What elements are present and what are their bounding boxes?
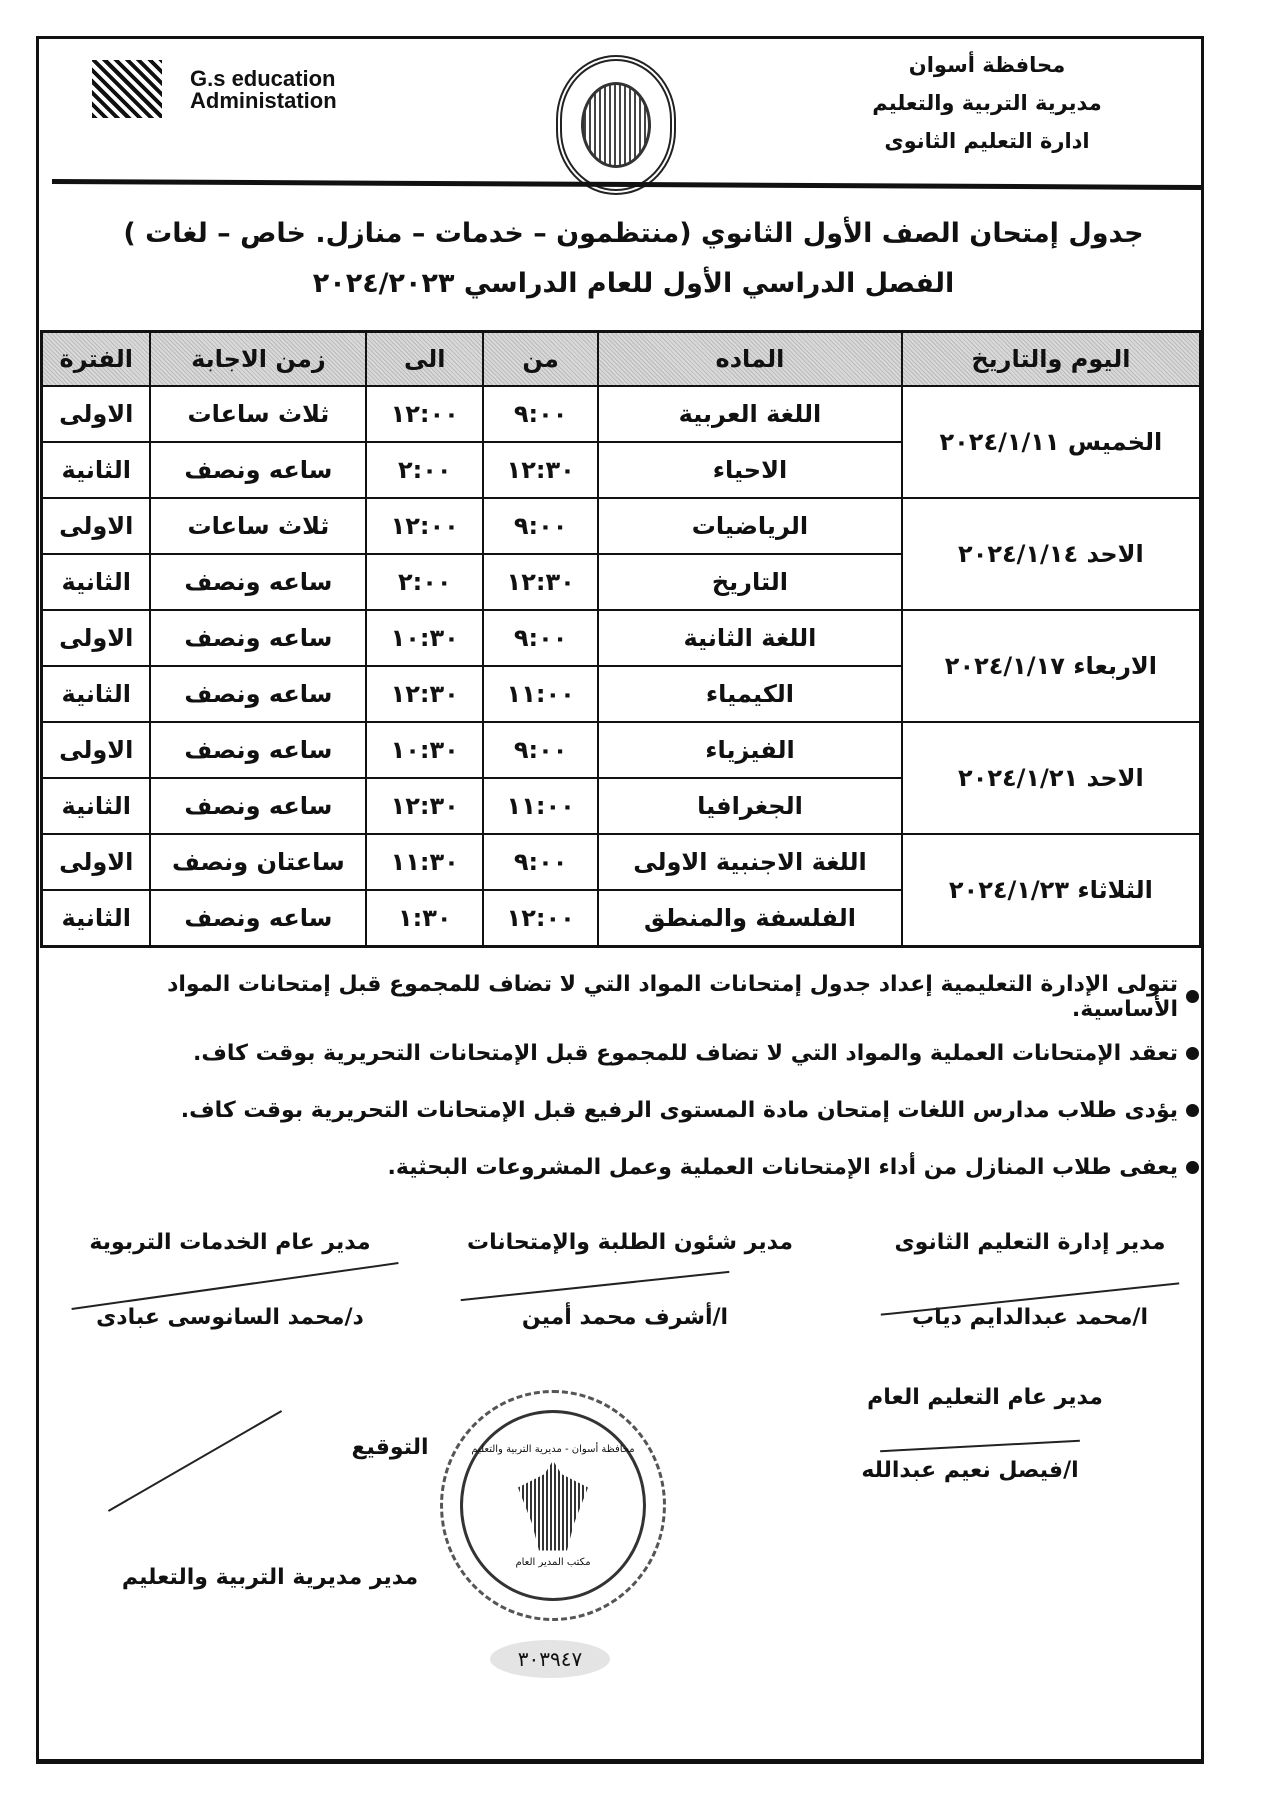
day-date-cell: الاحد ٢٠٢٤/١/٢١ — [902, 722, 1201, 834]
note-text: تتولى الإدارة التعليمية إعداد جدول إمتحانات المواد التي لا تضاف للمجموع قبل إمتحانات المواد الأساسية. — [167, 971, 1178, 1022]
note-item — [59, 968, 1199, 1025]
signature-title-general: مدير عام التعليم العام — [867, 1385, 1103, 1410]
from-time-cell: ٩:٠٠ — [483, 386, 598, 442]
header-subject: الماده — [598, 332, 902, 387]
note-item — [59, 1139, 1199, 1196]
period-cell: الثانية — [42, 442, 151, 498]
period-cell: الاولى — [42, 386, 151, 442]
period-cell: الاولى — [42, 610, 151, 666]
from-time-cell: ١١:٠٠ — [483, 778, 598, 834]
subject-cell: اللغة الثانية — [598, 610, 902, 666]
subject-cell: اللغة العربية — [598, 386, 902, 442]
stamp-office-text: مكتب المدير العام — [515, 1556, 591, 1568]
note-item — [59, 1025, 1199, 1082]
period-cell: الاولى — [42, 834, 151, 890]
document-subtitle: الفصل الدراسي الأول للعام الدراسي ٢٠٢٤/٢٠٢٣ — [312, 268, 955, 299]
directorate: مديرية التربية والتعليم — [872, 91, 1102, 115]
table-row — [42, 834, 1201, 890]
subject-cell: الجغرافيا — [598, 778, 902, 834]
bullet-icon — [1186, 1047, 1199, 1060]
from-time-cell: ١٢:٣٠ — [483, 554, 598, 610]
eagle-emblem-icon — [518, 1461, 588, 1551]
logo-pattern-icon — [92, 60, 162, 118]
day-date-cell: الخميس ٢٠٢٤/١/١١ — [902, 386, 1201, 498]
to-time-cell: ١٠:٣٠ — [366, 610, 483, 666]
header-duration: زمن الاجابة — [150, 332, 366, 387]
table-row — [42, 610, 1201, 666]
duration-cell: ثلاث ساعات — [150, 386, 366, 442]
day-date-cell: الاربعاء ٢٠٢٤/١/١٧ — [902, 610, 1201, 722]
from-time-cell: ١٢:٣٠ — [483, 442, 598, 498]
subject-cell: الرياضيات — [598, 498, 902, 554]
duration-cell: ساعه ونصف — [150, 442, 366, 498]
bullet-icon — [1186, 990, 1199, 1003]
from-time-cell: ١٢:٠٠ — [483, 890, 598, 947]
signature-title-services: مدير عام الخدمات التربوية — [89, 1230, 371, 1255]
table-row — [42, 722, 1201, 778]
signature-name-services: د/محمد السانوسى عبادى — [96, 1305, 364, 1330]
exam-schedule-table — [40, 330, 1202, 948]
period-cell: الثانية — [42, 554, 151, 610]
to-time-cell: ١٢:٠٠ — [366, 498, 483, 554]
to-time-cell: ١٢:٠٠ — [366, 386, 483, 442]
duration-cell: ساعه ونصف — [150, 610, 366, 666]
to-time-cell: ٢:٠٠ — [366, 554, 483, 610]
signature-label: التوقيع — [351, 1435, 429, 1460]
from-time-cell: ١١:٠٠ — [483, 666, 598, 722]
duration-cell: ساعه ونصف — [150, 890, 366, 947]
period-cell: الاولى — [42, 498, 151, 554]
bullet-icon — [1186, 1104, 1199, 1117]
department: ادارة التعليم الثانوى — [884, 129, 1090, 153]
stamp-ring-text: محافظة أسوان - مديرية التربية والتعليم — [471, 1443, 635, 1455]
header-day-date: اليوم والتاريخ — [902, 332, 1201, 387]
period-cell: الثانية — [42, 890, 151, 947]
governorate: محافظة أسوان — [908, 53, 1066, 77]
from-time-cell: ٩:٠٠ — [483, 610, 598, 666]
to-time-cell: ١٢:٣٠ — [366, 666, 483, 722]
day-date-cell: الاحد ٢٠٢٤/١/١٤ — [902, 498, 1201, 610]
header-period: الفترة — [42, 332, 151, 387]
document-title: جدول إمتحان الصف الأول الثانوي (منتظمون – خدمات – منازل. خاص – لغات ) — [123, 218, 1144, 249]
from-time-cell: ٩:٠٠ — [483, 834, 598, 890]
signature-title-directorate: مدير مديرية التربية والتعليم — [121, 1565, 419, 1590]
period-cell: الاولى — [42, 722, 151, 778]
table-header-row — [42, 332, 1201, 387]
note-text: يؤدى طلاب مدارس اللغات إمتحان مادة المستوى الرفيع قبل الإمتحانات التحريرية بوقت كاف. — [180, 1098, 1178, 1123]
stamp-number: ٣٠٣٩٤٧ — [490, 1640, 610, 1678]
subject-cell: الفلسفة والمنطق — [598, 890, 902, 947]
table-row — [42, 498, 1201, 554]
period-cell: الثانية — [42, 778, 151, 834]
logo-line-2: Administation — [190, 88, 337, 113]
to-time-cell: ١٠:٣٠ — [366, 722, 483, 778]
to-time-cell: ١٢:٣٠ — [366, 778, 483, 834]
duration-cell: ساعه ونصف — [150, 778, 366, 834]
official-stamp — [440, 1390, 666, 1621]
notes-list — [59, 968, 1199, 1196]
subject-cell: الفيزياء — [598, 722, 902, 778]
to-time-cell: ١١:٣٠ — [366, 834, 483, 890]
bullet-icon — [1186, 1161, 1199, 1174]
logo-text — [190, 68, 337, 112]
subject-cell: الكيمياء — [598, 666, 902, 722]
subject-cell: الاحياء — [598, 442, 902, 498]
signature-title-affairs: مدير شئون الطلبة والإمتحانات — [467, 1230, 793, 1255]
from-time-cell: ٩:٠٠ — [483, 722, 598, 778]
issuer-block — [857, 46, 1117, 160]
logo-line-1: G.s education — [190, 66, 336, 91]
from-time-cell: ٩:٠٠ — [483, 498, 598, 554]
day-date-cell: الثلاثاء ٢٠٢٤/١/٢٣ — [902, 834, 1201, 947]
signature-name-secondary: ا/محمد عبدالدايم دياب — [911, 1305, 1149, 1330]
ministry-emblem-icon — [556, 55, 676, 195]
period-cell: الثانية — [42, 666, 151, 722]
to-time-cell: ١:٣٠ — [366, 890, 483, 947]
subject-cell: اللغة الاجنبية الاولى — [598, 834, 902, 890]
duration-cell: ثلاث ساعات — [150, 498, 366, 554]
stamp-ring — [460, 1410, 646, 1601]
note-item — [59, 1082, 1199, 1139]
to-time-cell: ٢:٠٠ — [366, 442, 483, 498]
duration-cell: ساعه ونصف — [150, 722, 366, 778]
duration-cell: ساعتان ونصف — [150, 834, 366, 890]
signature-title-secondary: مدير إدارة التعليم الثانوى — [894, 1230, 1166, 1255]
duration-cell: ساعه ونصف — [150, 666, 366, 722]
note-text: يعفى طلاب المنازل من أداء الإمتحانات العملية وعمل المشروعات البحثية. — [387, 1155, 1178, 1180]
signature-name-affairs: ا/أشرف محمد أمين — [521, 1305, 729, 1330]
duration-cell: ساعه ونصف — [150, 554, 366, 610]
header-from: من — [483, 332, 598, 387]
table-row — [42, 386, 1201, 442]
signature-name-general: ا/فيصل نعيم عبدالله — [861, 1458, 1079, 1483]
header-to: الى — [366, 332, 483, 387]
subject-cell: التاريخ — [598, 554, 902, 610]
note-text: تعقد الإمتحانات العملية والمواد التي لا تضاف للمجموع قبل الإمتحانات التحريرية بوقت كاف. — [193, 1041, 1178, 1066]
